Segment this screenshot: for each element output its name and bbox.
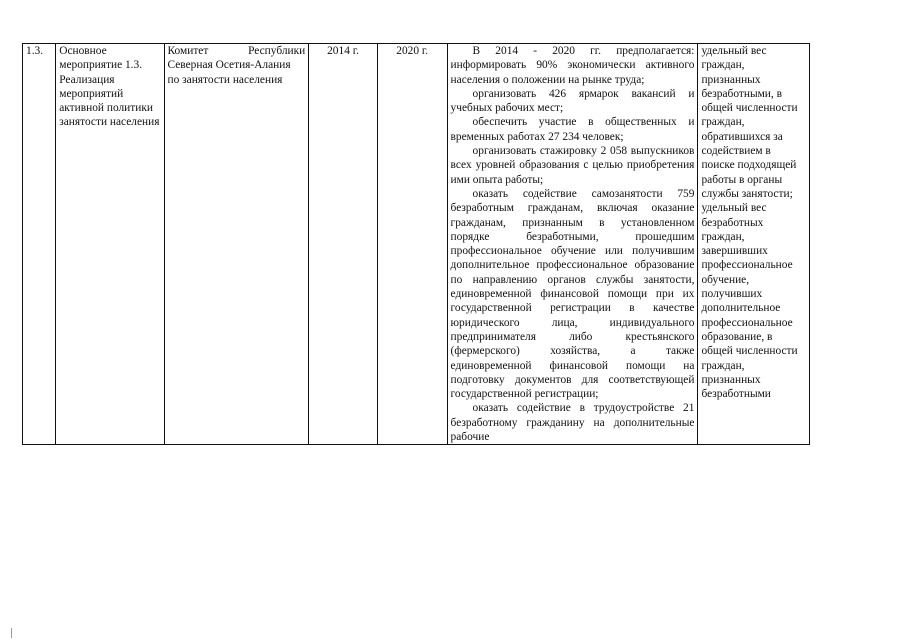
result-paragraph: В 2014 - 2020 гг. предполагается: информировать 90% экономически активного населения о положении на рынке труда;: [450, 45, 695, 86]
executor-name: Комитет Республики Северная Осетия-Алания: [167, 45, 306, 72]
end-year-cell: [377, 44, 447, 445]
measure-title: Основное мероприятие 1.3.: [59, 45, 143, 72]
measure-number-cell: [23, 44, 56, 445]
result-paragraph: обеспечить участие в общественных и временных работах 27 234 человек;: [450, 116, 695, 143]
table-row: [23, 44, 810, 445]
indicator-text: удельный вес граждан, признанных безработными, в общей численности граждан, обратившихся за содействием в поиске подходящей работы в органы службы занятости;: [701, 45, 798, 200]
measure-description: Реализация мероприятий активной политики занятости населения: [59, 73, 160, 129]
program-measures-table: [22, 43, 810, 445]
start-year-cell: [309, 44, 378, 445]
executor-cell: [164, 44, 309, 445]
result-paragraph: организовать стажировку 2 058 выпускников всех уровней образования с целью приобретения ими опыта работы;: [450, 145, 695, 186]
indicators-cell: [698, 44, 810, 445]
result-paragraph: организовать 426 ярмарок вакансий и учебных рабочих мест;: [450, 87, 695, 115]
scan-edge-mark: [11, 628, 12, 638]
executor-department: по занятости населения: [167, 73, 283, 86]
start-year: 2014 г.: [327, 45, 359, 57]
measure-name-cell: [56, 44, 164, 445]
indicator-text: удельный вес безработных граждан, завершивших профессиональное обучение, получивших дополнительное профессиональное образование, в общей численности граждан, признанных безработными: [701, 202, 798, 401]
measure-number: 1.3.: [26, 45, 44, 57]
end-year: 2020 г.: [396, 45, 429, 57]
result-paragraph: оказать содействие самозанятости 759 безработным гражданам, включая оказание гражданам, признанным в установленном порядке безработными, прошедшим профессиональное обучение или получившим дополнительное профессиональное образование по направлению органов службы занятости, единовременной финансовой помощи при их государственной регистрации в качестве юридического лица, индивидуального предпринимателя либо крестьянского (фермерского) хозяйства, а также единовременной финансовой помощи на подготовку документов для соответствующей государственной регистрации;: [450, 187, 695, 401]
result-paragraph: оказать содействие в трудоустройстве 21 безработному гражданину на дополнительные рабочие: [450, 402, 695, 444]
expected-results-cell: [447, 44, 698, 445]
